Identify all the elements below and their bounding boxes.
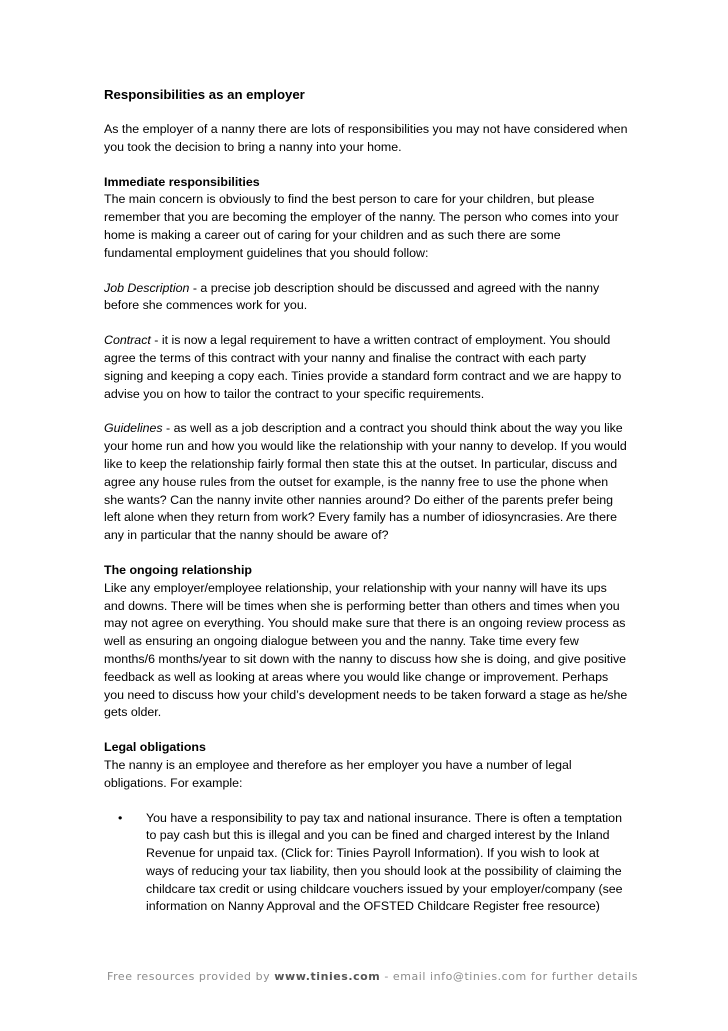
footer-website-link[interactable]: www.tinies.com	[274, 970, 381, 983]
ongoing-relationship-heading: The ongoing relationship	[104, 562, 252, 577]
footer-prefix: Free resources provided by	[107, 970, 275, 983]
legal-obligations-list	[104, 810, 628, 917]
ongoing-relationship-text: Like any employer/employee relationship, your relationship with your nanny will have its ups and downs. There will be times when she is performing better than others and times when you may not agree on everything. You should make sure that there is an ongoing review process as well as ensuring an ongoing dialogue between you and the nanny. Take time every few months/6 months/year to sit down with the nanny to discuss how she is doing, and give positive feedback as well as looking at areas where you would like change or improvement. Perhaps you need to discuss how your child’s development needs to be taken forward a stage as he/she gets older.	[104, 580, 628, 720]
ongoing-relationship-section	[104, 562, 628, 722]
job-description-term: Job Description	[104, 280, 190, 295]
guidelines-term: Guidelines	[104, 421, 163, 436]
footer-suffix: - email info@tinies.com for further details	[380, 970, 639, 983]
list-item	[104, 810, 628, 917]
guidelines-paragraph	[104, 420, 628, 545]
document-body	[104, 86, 628, 916]
bullet-icon: •	[118, 810, 123, 825]
contract-term: Contract	[104, 333, 151, 348]
legal-obligations-section	[104, 739, 628, 792]
job-description-text: - a precise job description should be discussed and agreed with the nanny before she commences work for you.	[104, 280, 600, 313]
contract-text: - it is now a legal requirement to have a written contract of employment. You should agree the terms of this contract with your nanny and finalise the contract with each party signing and keeping a copy each. Tinies provide a standard form contract and we are happy to advise you on how to tailor the contract to your specific requirements.	[104, 333, 622, 401]
page-footer	[107, 970, 638, 983]
page-title: Responsibilities as an employer	[104, 87, 305, 102]
immediate-responsibilities-section	[104, 174, 628, 263]
list-item-text: You have a responsibility to pay tax and national insurance. There is often a temptation to pay cash but this is illegal and you can be fined and charged interest by the Inland Revenue for unpaid tax. (Click for: Tinies Payroll Information). If you wish to look at ways of reducing your tax liability, then you should look at the possibility of claiming the childcare tax credit or using childcare vouchers issued by your employer/company (see information on Nanny Approval and the OFSTED Childcare Register free resource)	[146, 810, 623, 914]
guidelines-text: - as well as a job description and a contract you should think about the way you like your home run and how you would like the relationship with your nanny to develop. If you would like to keep the relationship fairly formal then state this at the outset. In particular, discuss and agree any house rules from the outset for example, is the nanny free to use the phone when she wants? Can the nanny invite other nannies around? Do either of the parents prefer being left alone when they return from work? Every family has a number of idiosyncrasies. Are there any in particular that the nanny should be aware of?	[104, 421, 627, 543]
immediate-responsibilities-text: The main concern is obviously to find the best person to care for your children, but please remember that you are becoming the employer of the nanny. The person who comes into your home is making a career out of caring for your children and as such there are some fundamental employment guidelines that you should follow:	[104, 192, 619, 260]
legal-obligations-text: The nanny is an employee and therefore as her employer you have a number of legal obligations. For example:	[104, 757, 572, 790]
legal-obligations-heading: Legal obligations	[104, 740, 206, 755]
job-description-paragraph	[104, 280, 628, 316]
immediate-responsibilities-heading: Immediate responsibilities	[104, 174, 260, 189]
contract-paragraph	[104, 332, 628, 403]
intro-paragraph: As the employer of a nanny there are lots of responsibilities you may not have considered when you took the decision to bring a nanny into your home.	[104, 122, 628, 154]
